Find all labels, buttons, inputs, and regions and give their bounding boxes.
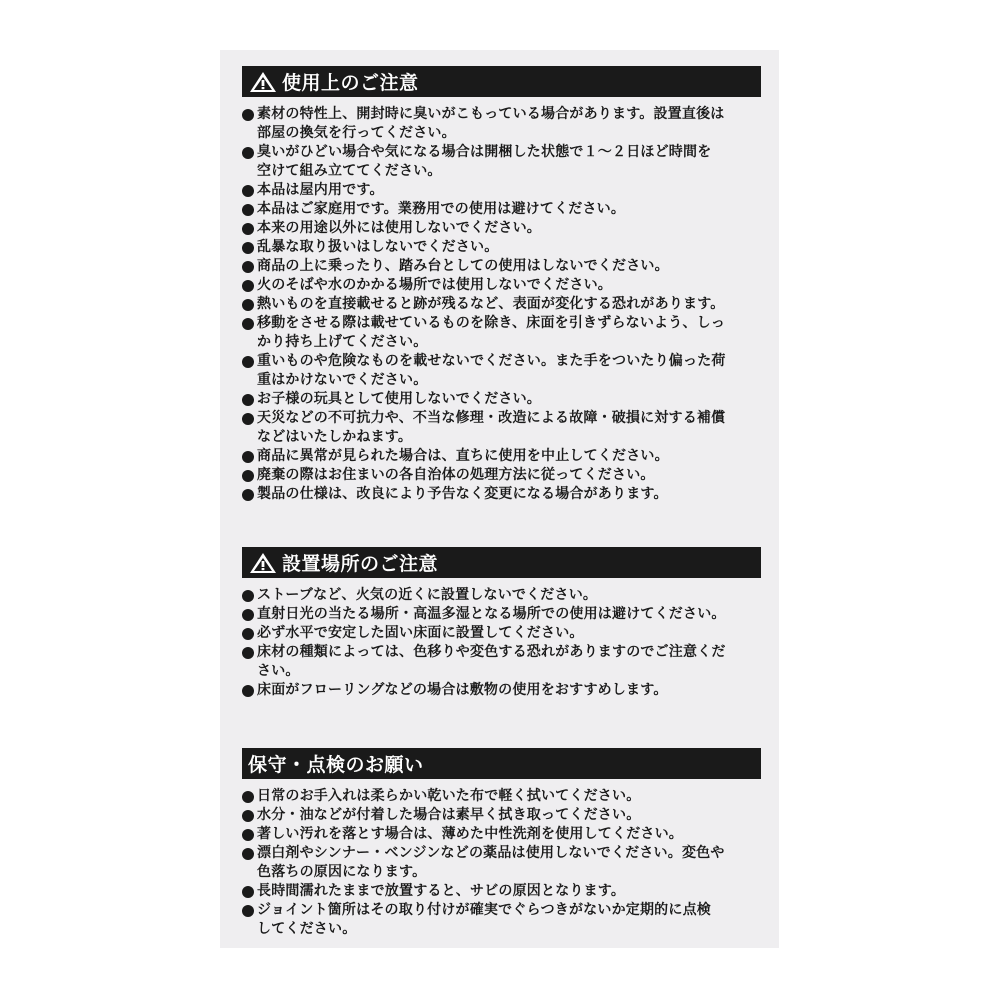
list-item-text: 素材の特性上、開封時に臭いがこもっている場合があります。設置直後は [257, 106, 725, 122]
list-item-text: 直射日光の当たる場所・高温多湿となる場所での使用は避けてください。 [257, 606, 726, 622]
list-item [242, 295, 761, 314]
list-item [242, 105, 761, 143]
bullet-icon [242, 791, 254, 803]
list-item [242, 806, 761, 825]
list-item-text: 移動をさせる際は載せているものを除き、床面を引きずらないよう、しっ [257, 315, 726, 331]
section-title: 使用上のご注意 [282, 72, 419, 94]
section-header [242, 66, 761, 97]
bullet-icon [242, 647, 254, 659]
list-item-text: 本品はご家庭用です。業務用での使用は避けてください。 [257, 201, 626, 217]
list-item [242, 390, 761, 409]
list-item-text: 重はかけないでください。 [257, 372, 428, 388]
section-header [242, 547, 761, 578]
list-item-text: 本品は屋内用です。 [257, 182, 384, 198]
list-item-text: 長時間濡れたままで放置すると、サビの原因となります。 [257, 883, 626, 899]
precaution-list [242, 586, 761, 700]
bullet-icon [242, 299, 254, 311]
list-item-text: 床材の種類によっては、色移りや変色する恐れがありますのでご注意くだ [257, 644, 726, 660]
list-item-text: 空けて組み立ててください。 [257, 163, 442, 179]
list-item-text: お子様の玩具として使用しないでください。 [257, 391, 541, 407]
warning-triangle-icon [248, 70, 278, 94]
list-item [242, 219, 761, 238]
list-item-text: 廃棄の際はお住まいの各自治体の処理方法に従ってください。 [257, 467, 655, 483]
list-item [242, 901, 761, 939]
list-item [242, 314, 761, 352]
list-item [242, 681, 761, 700]
list-item [242, 643, 761, 681]
warning-triangle-icon [248, 551, 278, 575]
list-item [242, 257, 761, 276]
precaution-list [242, 105, 761, 504]
list-item-text: 天災などの不可抗力や、不当な修理・改造による故障・破損に対する補償 [257, 410, 726, 426]
list-item-text: 水分・油などが付着した場合は素早く拭き取ってください。 [257, 807, 641, 823]
list-item [242, 485, 761, 504]
list-item [242, 352, 761, 390]
list-item-text: ストーブなど、火気の近くに設置しないでください。 [257, 587, 598, 603]
bullet-icon [242, 242, 254, 254]
list-item-text: 商品の上に乗ったり、踏み台としての使用はしないでください。 [257, 258, 669, 274]
list-item [242, 825, 761, 844]
list-item [242, 882, 761, 901]
bullet-icon [242, 451, 254, 463]
list-item-text: 臭いがひどい場合や気になる場合は開梱した状態で１～２日ほど時間を [257, 144, 712, 160]
bullet-icon [242, 413, 254, 425]
list-item-text: などはいたしかねます。 [257, 429, 413, 445]
section-title: 保守・点検のお願い [248, 754, 424, 776]
list-item-text: 重いものや危険なものを載せないでください。また手をついたり偏った荷 [257, 353, 726, 369]
list-item-text: さい。 [257, 663, 300, 679]
usage-precautions-section [242, 66, 761, 504]
bullet-icon [242, 810, 254, 822]
bullet-icon [242, 905, 254, 917]
list-item [242, 409, 761, 447]
bullet-icon [242, 848, 254, 860]
list-item [242, 787, 761, 806]
section-title: 設置場所のご注意 [282, 553, 439, 575]
bullet-icon [242, 280, 254, 292]
bullet-icon [242, 829, 254, 841]
list-item-text: 熱いものを直接載せると跡が残るなど、表面が変化する恐れがあります。 [257, 296, 725, 312]
list-item [242, 844, 761, 882]
bullet-icon [242, 470, 254, 482]
bullet-icon [242, 628, 254, 640]
precaution-list [242, 787, 761, 939]
bullet-icon [242, 685, 254, 697]
list-item-text: 火のそばや水のかかる場所では使用しないでください。 [257, 277, 612, 293]
list-item-text: ジョイント箇所はその取り付けが確実でぐらつきがないか定期的に点検 [257, 902, 711, 918]
list-item-text: 色落ちの原因になります。 [257, 864, 427, 880]
list-item-text: 床面がフローリングなどの場合は敷物の使用をおすすめします。 [257, 682, 668, 698]
maintenance-section [242, 748, 761, 939]
bullet-icon [242, 109, 254, 121]
list-item-text: 著しい汚れを落とす場合は、薄めた中性洗剤を使用してください。 [257, 826, 683, 842]
bullet-icon [242, 147, 254, 159]
list-item-text: してください。 [257, 921, 357, 937]
list-item-text: 必ず水平で安定した固い床面に設置してください。 [257, 625, 584, 641]
bullet-icon [242, 261, 254, 273]
bullet-icon [242, 489, 254, 501]
list-item [242, 466, 761, 485]
bullet-icon [242, 318, 254, 330]
list-item [242, 586, 761, 605]
list-item [242, 200, 761, 219]
list-item [242, 181, 761, 200]
list-item [242, 447, 761, 466]
list-item-text: 製品の仕様は、改良により予告なく変更になる場合があります。 [257, 486, 668, 502]
bullet-icon [242, 223, 254, 235]
list-item-text: かり持ち上げてください。 [257, 334, 428, 350]
bullet-icon [242, 185, 254, 197]
installation-location-section [242, 547, 761, 700]
bullet-icon [242, 204, 254, 216]
list-item-text: 商品に異常が見られた場合は、直ちに使用を中止してください。 [257, 448, 669, 464]
list-item-text: 乱暴な取り扱いはしないでください。 [257, 239, 499, 255]
list-item [242, 605, 761, 624]
list-item-text: 部屋の換気を行ってください。 [257, 125, 456, 141]
list-item [242, 624, 761, 643]
instruction-card [220, 50, 779, 948]
bullet-icon [242, 356, 254, 368]
section-header [242, 748, 761, 779]
list-item-text: 漂白剤やシンナー・ベンジンなどの薬品は使用しないでください。変色や [257, 845, 725, 861]
bullet-icon [242, 590, 254, 602]
list-item [242, 276, 761, 295]
list-item [242, 238, 761, 257]
bullet-icon [242, 609, 254, 621]
list-item [242, 143, 761, 181]
bullet-icon [242, 886, 254, 898]
list-item-text: 本来の用途以外には使用しないでください。 [257, 220, 541, 236]
bullet-icon [242, 394, 254, 406]
list-item-text: 日常のお手入れは柔らかい乾いた布で軽く拭いてください。 [257, 788, 641, 804]
